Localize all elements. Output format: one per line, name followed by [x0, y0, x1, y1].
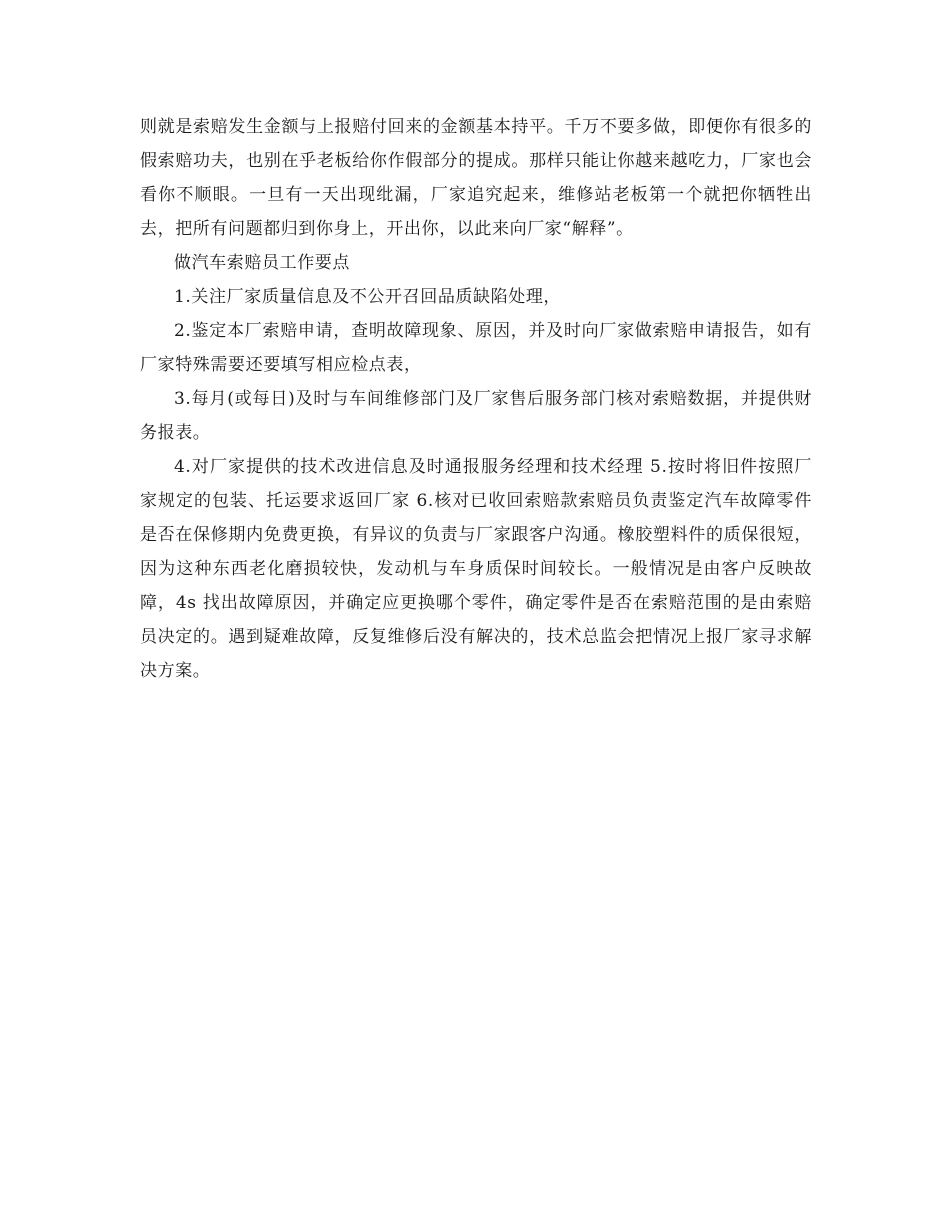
- section-heading: 做汽车索赔员工作要点: [174, 253, 350, 273]
- list-item-4: 4.对厂家提供的技术改进信息及时通报服务经理和技术经理 5.按时将旧件按照厂家规定的包装、托运要求返回厂家 6.核对已收回索赔款索赔员负责鉴定汽车故障零件是否在保修期内免费更换，有异议的负责与厂家跟客户沟通。橡胶塑料件的质保很短，因为这种东西老化磨损较快，发动机与车身质保时间较长。一般情况是由客户反映故障，4s 找出故障原因，并确定应更换哪个零件，确定零件是否在索赔范围的是由索赔员决定的。遇到疑难故障，反复维修后没有解决的，技术总监会把情况上报厂家寻求解决方案。: [140, 457, 812, 681]
- list-item-1: 1.关注厂家质量信息及不公开召回品质缺陷处理，: [174, 287, 562, 307]
- list-item-3: 3.每月(或每日)及时与车间维修部门及厂家售后服务部门核对索赔数据，并提供财务报表。: [140, 389, 812, 443]
- paragraph-intro: 则就是索赔发生金额与上报赔付回来的金额基本持平。千万不要多做，即便你有很多的假索赔功夫，也别在乎老板给你作假部分的提成。那样只能让你越来越吃力，厂家也会看你不顺眼。一旦有一天出现纰漏，厂家追究起来，维修站老板第一个就把你牺牲出去，把所有问题都归到你身上，开出你，以此来向厂家“解释”。: [140, 117, 812, 239]
- list-item-2: 2.鉴定本厂索赔申请，查明故障现象、原因，并及时向厂家做索赔申请报告，如有厂家特殊需要还要填写相应检点表，: [140, 321, 812, 375]
- document-body: [140, 110, 812, 688]
